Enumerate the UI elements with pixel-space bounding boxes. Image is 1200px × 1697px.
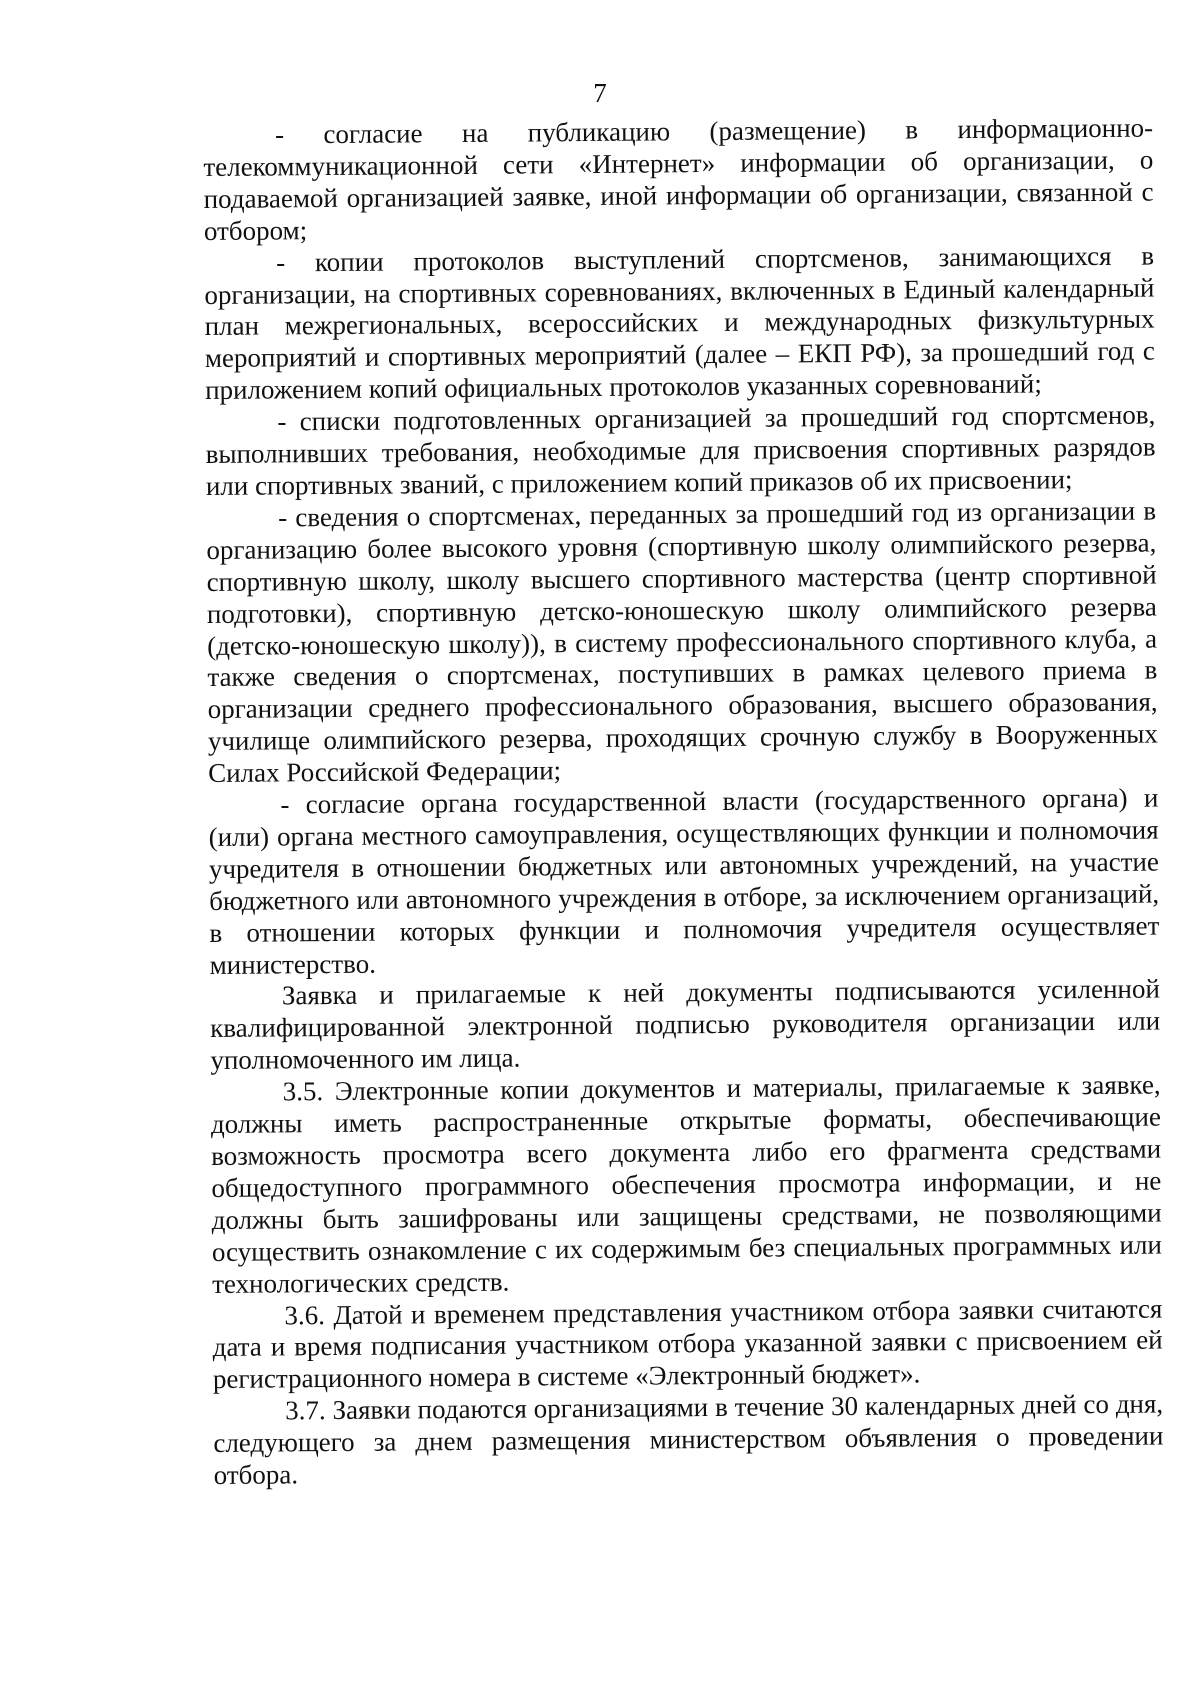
paragraph-competition-protocols: - копии протоколов выступлений спортсменов, занимающихся в организации, на спортивных соревнованиях, включенных в Единый календарный план межрегиональных, всероссийских и международных физкультурных мероприятий и спортивных мероприятий (далее – ЕКП РФ), за прошедший год с приложением копий официальных протоколов указанных соревнований; (204, 240, 1155, 406)
paragraph-section-3-7: 3.7. Заявки подаются организациями в течение 30 календарных дней со дня, следующего за днем размещения министерством объявления о проведении отбора. (213, 1388, 1164, 1491)
paragraph-section-3-6: 3.6. Датой и временем представления участником отбора заявки считаются дата и время подписания участником отбора указанной заявки с присвоением ей регистрационного номера в системе «Электронный бюджет». (212, 1293, 1163, 1395)
paragraph-founder-consent: - согласие органа государственной власти (государственного органа) и (или) органа местного самоуправления, осуществляющих функции и полномочия учредителя в отношении бюджетных или автономных учреждений, на участие бюджетного или автономного учреждения в отборе, за исключением организаций, в отношении которых функции и полномочия учредителя осуществляет министерство. (208, 782, 1160, 980)
document-body (203, 113, 1164, 1492)
paragraph-consent-publication: - согласие на публикацию (размещение) в информационно-телекоммуникационной сети «Интернет» информации об организации, о подаваемой организацией заявке, иной информации об организации, связанной с отбором; (203, 112, 1154, 246)
paragraph-athlete-transfers: - сведения о спортсменах, переданных за прошедший год из организации в организацию более высокого уровня (спортивную школу олимпийского резерва, спортивную школу, школу высшего спортивного мастерства (центр спортивной подготовки), спортивную детско-юношескую школу олимпийского резерва (детско-юношескую школу)), в систему профессионального спортивного клуба, а также сведения о спортсменах, поступивших в рамках целевого приема в организации среднего профессионального образования, высшего образования, училище олимпийского резерва, проходящих срочную службу в Вооруженных Силах Российской Федерации; (206, 495, 1158, 789)
paragraph-electronic-signature: Заявка и прилагаемые к ней документы подписываются усиленной квалифицированной электронной подписью руководителя организации или уполномоченного им лица. (210, 973, 1161, 1076)
page-number: 7 (593, 78, 607, 108)
paragraph-section-3-5: 3.5. Электронные копии документов и материалы, прилагаемые к заявке, должны иметь распространенные открытые форматы, обеспечивающие возможность просмотра всего документа либо его фрагмента средствами общедоступного программного обеспечения просмотра информации, и не должны быть зашифрованы или защищены средствами, не позволяющими осуществить ознакомление с их содержимым без специальных программных или технологических средств. (210, 1069, 1162, 1299)
paragraph-athlete-lists: - списки подготовленных организацией за прошедший год спортсменов, выполнивших требования, необходимые для присвоения спортивных разрядов или спортивных званий, с приложением копий приказов об их присвоении; (205, 399, 1156, 501)
